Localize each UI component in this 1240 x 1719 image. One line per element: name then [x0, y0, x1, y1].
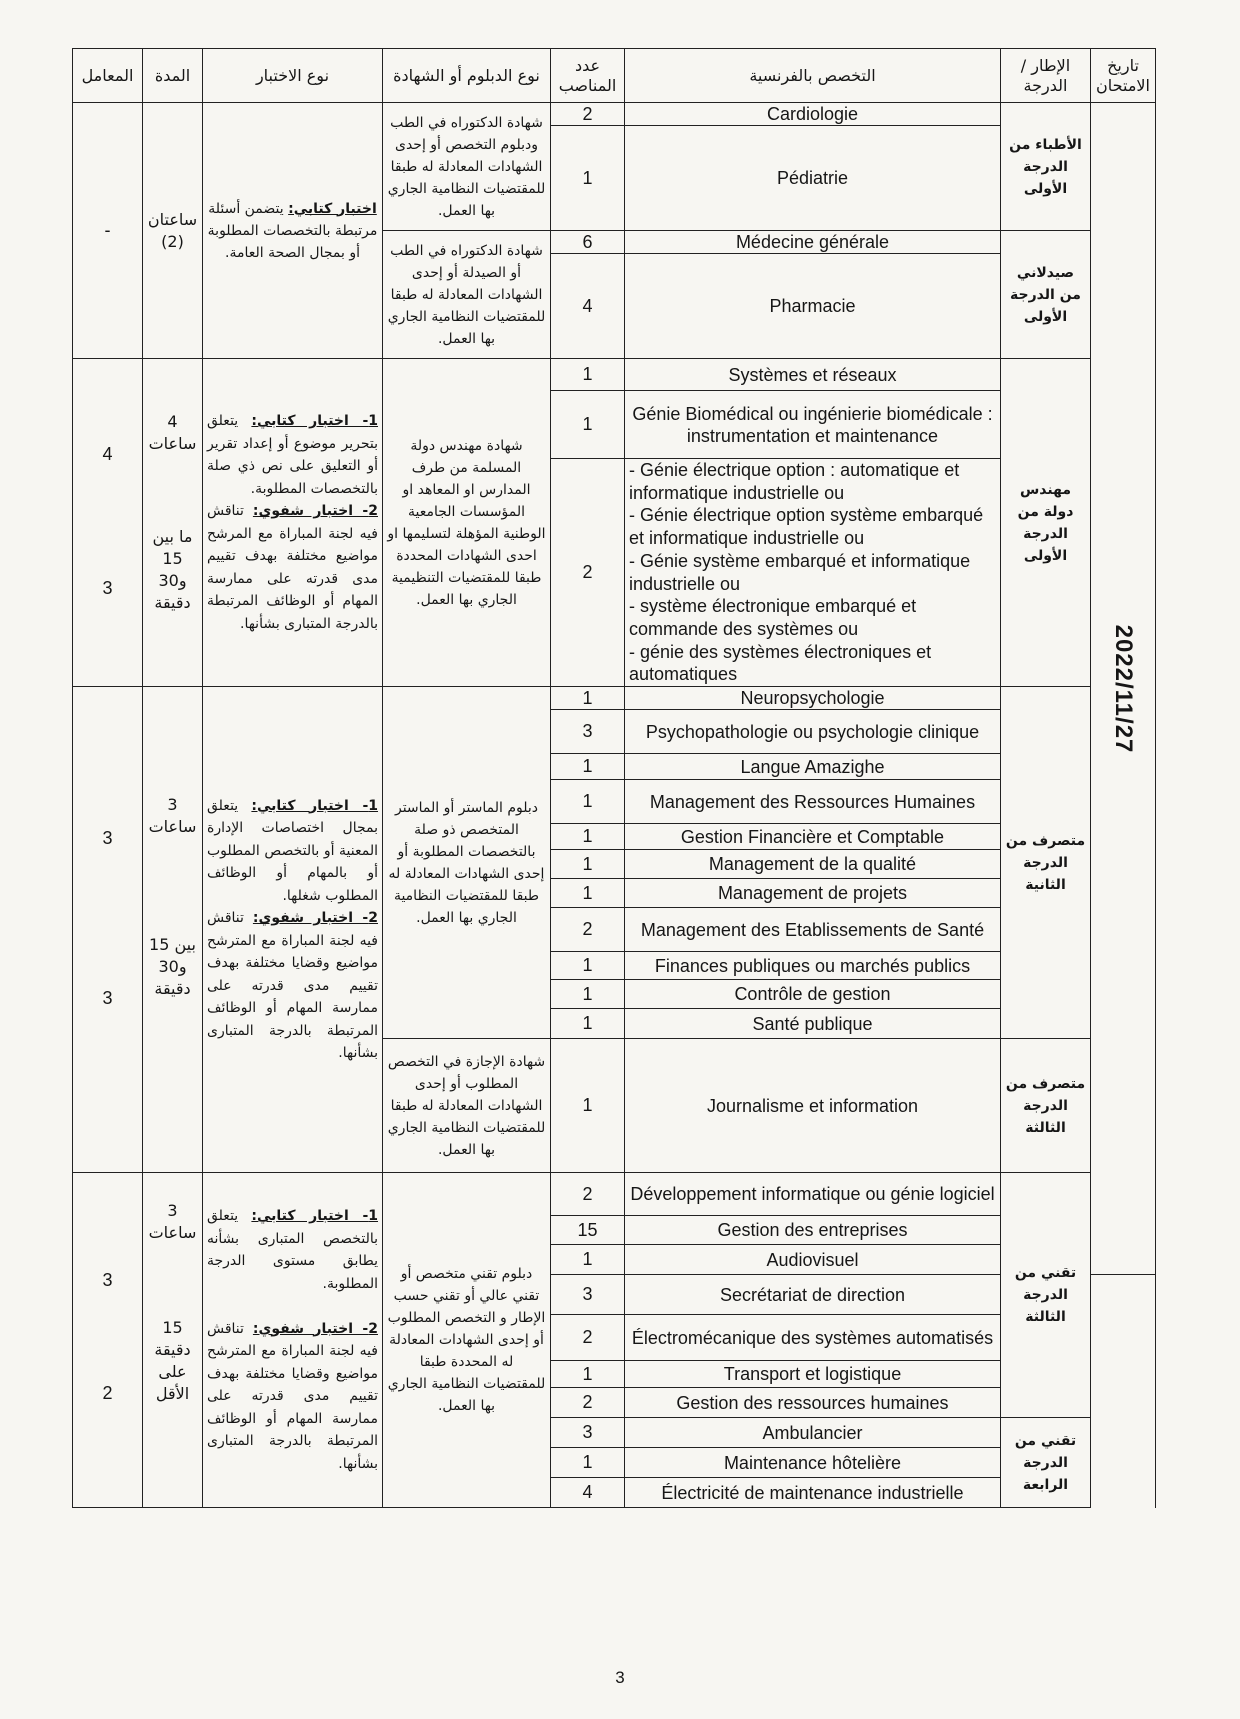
positions-cell: 3	[551, 1418, 625, 1448]
positions-cell: 2	[551, 103, 625, 126]
positions-cell: 1	[551, 980, 625, 1009]
written-test-text: يتعلق بتحرير موضوع أو إعداد تقرير أو التعليق على نص ذي صلة بالتخصصات المطلوبة.	[207, 413, 378, 497]
rank-cell: مهندس دولة من الدرجة الأولى	[1001, 359, 1091, 687]
duration-oral: 15 دقيقة على الأقل	[154, 1317, 191, 1403]
specialty-line: - génie des systèmes électroniques et automatiques	[629, 641, 932, 685]
coefficient-written: 3	[102, 827, 113, 848]
positions-cell: 6	[551, 231, 625, 254]
duration-cell	[143, 1173, 203, 1508]
positions-cell: 1	[551, 1245, 625, 1275]
positions-cell: 2	[551, 1388, 625, 1418]
header-diploma: نوع الدبلوم أو الشهادة	[383, 49, 551, 103]
diploma-cell: شهادة مهندس دولة المسلمة من طرف المدارس او المعاهد او المؤسسات الجامعية الوطنية المؤهلة لتسليمها او احدى الشهادات المحددة طبقا للمقتضيات التنظيمية الجاري بها العمل.	[383, 359, 551, 687]
rank-cell: متصرف من الدرجة الثالثة	[1001, 1039, 1091, 1173]
duration-cell	[143, 687, 203, 1173]
duration-cell: ساعتان (2)	[143, 103, 203, 359]
specialty-cell: Pédiatrie	[625, 126, 1001, 231]
positions-cell: 1	[551, 824, 625, 850]
specialty-cell: Systèmes et réseaux	[625, 359, 1001, 391]
header-row	[73, 49, 1156, 103]
oral-test-label: 2- اختبار شفوي:	[252, 910, 378, 927]
rank-cell: صيدلاني من الدرجة الأولى	[1001, 231, 1091, 359]
positions-cell: 1	[551, 687, 625, 710]
specialty-line: - système électronique embarqué et commande des systèmes ou	[629, 596, 917, 639]
coefficient-oral: 2	[102, 1383, 113, 1404]
diploma-cell: شهادة الإجازة في التخصص المطلوب أو إحدى الشهادات المعادلة له طبقا للمقتضيات النظامية الجاري بها العمل.	[383, 1039, 551, 1173]
coefficient-cell	[73, 687, 143, 1173]
specialty-cell: Électromécanique des systèmes automatisés	[625, 1315, 1001, 1361]
positions-cell: 1	[551, 879, 625, 908]
specialty-line: - Génie électrique option système embarqué et informatique industrielle ou	[629, 505, 984, 549]
specialty-cell: Contrôle de gestion	[625, 980, 1001, 1009]
positions-cell: 2	[551, 1315, 625, 1361]
specialty-cell: Management de la qualité	[625, 850, 1001, 879]
exam-date-cell	[1091, 103, 1156, 1275]
positions-cell: 2	[551, 908, 625, 952]
specialty-cell: Électricité de maintenance industrielle	[625, 1478, 1001, 1508]
positions-cell: 1	[551, 1009, 625, 1039]
table-row	[73, 359, 1156, 391]
specialty-cell: Cardiologie	[625, 103, 1001, 126]
specialty-cell: Langue Amazighe	[625, 754, 1001, 780]
specialty-cell: Gestion des entreprises	[625, 1216, 1001, 1245]
positions-cell: 1	[551, 126, 625, 231]
specialty-cell: Neuropsychologie	[625, 687, 1001, 710]
specialty-cell: Médecine générale	[625, 231, 1001, 254]
specialty-cell: Ambulancier	[625, 1418, 1001, 1448]
written-test-text: يتعلق بالتخصص المتبارى بشأنه يطابق مستوى الدرجة المطلوبة.	[207, 1208, 378, 1292]
written-test-text: يتضمن أسئلة مرتبطة بالتخصصات المطلوبة أو بمجال الصحة العامة.	[207, 200, 378, 261]
duration-oral: ما بين 15 و30 دقيقة	[152, 526, 193, 612]
positions-cell: 1	[551, 359, 625, 391]
specialty-cell: Gestion Financière et Comptable	[625, 824, 1001, 850]
oral-test-text: تناقش فيه لجنة المباراة مع المترشح مواضيع وقضايا مختلفة بهدف تقييم مدى قدرته على ممارسة المهام أو الوظائف المرتبطة بالدرجة المتبارى بشأنها.	[207, 910, 378, 1062]
diploma-cell: دبلوم تقني متخصص أو تقني عالي أو تقني حسب الإطار و التخصص المطلوب أو إحدى الشهادات المعادلة له المحددة طبقا للمقتضيات النظامية الجاري بها العمل.	[383, 1173, 551, 1508]
specialty-cell: Journalisme et information	[625, 1039, 1001, 1173]
diploma-cell: شهادة الدكتوراه في الطب ودبلوم التخصص أو إحدى الشهادات المعادلة له طبقا للمقتضيات النظامية الجاري بها العمل.	[383, 103, 551, 231]
positions-cell: 3	[551, 1275, 625, 1315]
written-test-label: 1- اختبار كتابي:	[251, 1208, 379, 1225]
specialty-cell: Management des Ressources Humaines	[625, 780, 1001, 824]
specialty-cell: Maintenance hôtelière	[625, 1448, 1001, 1478]
duration-written: 3 ساعات	[148, 1200, 197, 1242]
positions-cell: 1	[551, 1361, 625, 1388]
specialty-cell: Management de projets	[625, 879, 1001, 908]
positions-cell: 15	[551, 1216, 625, 1245]
positions-cell: 3	[551, 710, 625, 754]
positions-cell: 1	[551, 1039, 625, 1173]
header-coefficient: المعامل	[73, 49, 143, 103]
positions-cell: 1	[551, 952, 625, 980]
page-number: 3	[615, 1668, 625, 1687]
table-row	[73, 687, 1156, 710]
duration-written: 4 ساعات	[148, 412, 197, 454]
header-positions: عدد المناصب	[551, 49, 625, 103]
header-exam-date: تاريخ الامتحان	[1091, 49, 1156, 103]
oral-test-label: 2- اختبار شفوي:	[252, 1320, 378, 1337]
specialty-cell: Développement informatique ou génie logiciel	[625, 1173, 1001, 1216]
specialty-cell-multi	[625, 459, 1001, 687]
written-test-label: اختبار كتابي:	[288, 200, 377, 217]
positions-cell: 1	[551, 754, 625, 780]
rank-cell: الأطباء من الدرجة الأولى	[1001, 103, 1091, 231]
duration-written: 3 ساعات	[148, 794, 197, 836]
test-type-cell	[203, 359, 383, 687]
oral-test-text: تناقش فيه لجنة المباراة مع المترشح مواضيع وقضايا مختلفة بهدف تقييم مدى قدرته على ممارسة المهام أو الوظائف المرتبطة بالدرجة المتبارى بشأنها.	[207, 1320, 378, 1472]
specialty-cell: Psychopathologie ou psychologie clinique	[625, 710, 1001, 754]
specialty-line: - Génie système embarqué et informatique industrielle ou	[629, 550, 971, 594]
coefficient-cell	[73, 359, 143, 687]
header-specialty-fr: التخصص بالفرنسية	[625, 49, 1001, 103]
table-row	[73, 103, 1156, 126]
positions-cell: 1	[551, 850, 625, 879]
specialty-cell: Management des Etablissements de Santé	[625, 908, 1001, 952]
duration-cell	[143, 359, 203, 687]
table-row	[73, 1173, 1156, 1216]
test-type-cell	[203, 687, 383, 1173]
positions-cell: 4	[551, 1478, 625, 1508]
positions-cell: 1	[551, 391, 625, 459]
positions-cell: 2	[551, 459, 625, 687]
specialty-cell: Finances publiques ou marchés publics	[625, 952, 1001, 980]
written-test-label: 1- اختبار كتابي:	[251, 413, 379, 430]
coefficient-written: 3	[102, 1269, 113, 1290]
test-type-cell	[203, 1173, 383, 1508]
diploma-cell: دبلوم الماستر أو الماستر المتخصص ذو صلة بالتخصصات المطلوبة أو إحدى الشهادات المعادلة له طبقا للمقتضيات النظامية الجاري بها العمل.	[383, 687, 551, 1039]
specialty-cell: Pharmacie	[625, 254, 1001, 359]
positions-cell: 1	[551, 780, 625, 824]
positions-cell: 1	[551, 1448, 625, 1478]
coefficient-cell	[73, 1173, 143, 1508]
specialty-cell: Secrétariat de direction	[625, 1275, 1001, 1315]
written-test-text: يتعلق بمجال اختصاصات الإدارة المعنية أو بالتخصص المطلوب أو بالمهام أو الوظائف المطلوب شغلها.	[207, 797, 378, 904]
competition-table	[72, 48, 1156, 1508]
oral-test-label: 2- اختبار شفوي:	[252, 503, 378, 520]
rank-cell: متصرف من الدرجة الثانية	[1001, 687, 1091, 1039]
header-duration: المدة	[143, 49, 203, 103]
diploma-cell: شهادة الدكتوراه في الطب أو الصيدلة أو إحدى الشهادات المعادلة له طبقا للمقتضيات النظامية الجاري بها العمل.	[383, 231, 551, 359]
oral-test-text: تناقش فيه لجنة المباراة مع المرشح مواضيع مختلفة بهدف تقييم مدى قدرته على ممارسة المهام أو الوظائف المرتبطة بالدرجة المتبارى بشأنها.	[207, 503, 378, 632]
coefficient-oral: 3	[102, 987, 113, 1008]
header-rank: الإطار / الدرجة	[1001, 49, 1091, 103]
header-test-type: نوع الاختبار	[203, 49, 383, 103]
positions-cell: 4	[551, 254, 625, 359]
specialty-cell: Santé publique	[625, 1009, 1001, 1039]
coefficient-written: 4	[102, 444, 113, 465]
coefficient-oral: 3	[102, 578, 113, 599]
specialty-cell: Gestion des ressources humaines	[625, 1388, 1001, 1418]
test-type-cell	[203, 103, 383, 359]
rank-cell: تقني من الدرجة الثالثة	[1001, 1173, 1091, 1418]
coefficient-cell: -	[73, 103, 143, 359]
exam-date-value: 2022/11/27	[1110, 624, 1137, 753]
positions-cell: 2	[551, 1173, 625, 1216]
rank-cell: تقني من الدرجة الرابعة	[1001, 1418, 1091, 1508]
specialty-cell: Génie Biomédical ou ingénierie biomédicale : instrumentation et maintenance	[625, 391, 1001, 459]
duration-oral: بين 15 و30 دقيقة	[149, 935, 196, 999]
specialty-line: - Génie électrique option : automatique et informatique industrielle ou	[629, 460, 960, 503]
specialty-cell: Transport et logistique	[625, 1361, 1001, 1388]
written-test-label: 1- اختبار كتابي:	[251, 797, 379, 814]
specialty-cell: Audiovisuel	[625, 1245, 1001, 1275]
